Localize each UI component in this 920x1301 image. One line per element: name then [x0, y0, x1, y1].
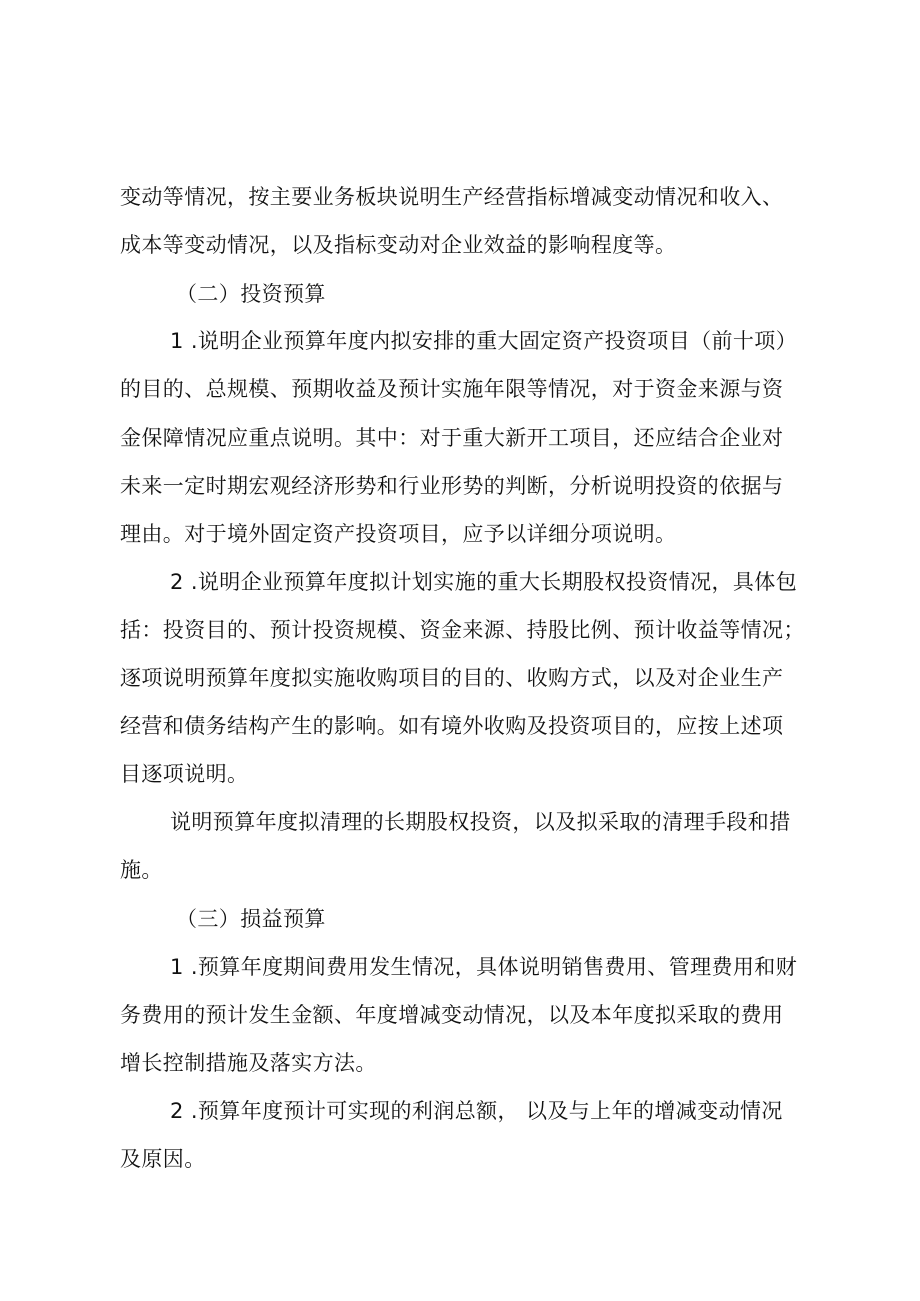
section-heading-profit-loss-budget: （三）损益预算 [176, 907, 326, 931]
profit-item2-line-2: 及原因。 [120, 1147, 206, 1171]
investment-item1-line-3: 金保障情况应重点说明。其中：对于重大新开工项目，还应结合企业对 [120, 426, 784, 450]
investment-para3-line-1: 说明预算年度拟清理的长期股权投资，以及拟采取的清理手段和措 [170, 810, 791, 834]
investment-item1-line-5: 理由。对于境外固定资产投资项目，应予以详细分项说明。 [120, 522, 677, 546]
investment-item1-line-1: 1 .说明企业预算年度内拟安排的重大固定资产投资项目（前十项） [170, 329, 798, 353]
investment-item2-line-2: 括：投资目的、预计投资规模、资金来源、持股比例、预计收益等情况； [120, 618, 805, 642]
profit-item1-line-3: 增长控制措施及落实方法。 [120, 1051, 377, 1075]
investment-item2-line-1: 2 .说明企业预算年度拟计划实施的重大长期股权投资情况，具体包 [170, 570, 798, 594]
section-heading-investment-budget: （二）投资预算 [176, 282, 326, 306]
investment-item2-line-4: 经营和债务结构产生的影响。如有境外收购及投资项目的，应按上述项 [120, 714, 784, 738]
intro-line-2: 成本等变动情况，以及指标变动对企业效益的影响程度等。 [120, 233, 677, 257]
investment-item1-line-2: 的目的、总规模、预期收益及预计实施年限等情况，对于资金来源与资 [120, 377, 784, 401]
investment-item2-line-3: 逐项说明预算年度拟实施收购项目的目的、收购方式，以及对企业生产 [120, 666, 784, 690]
profit-item1-line-1: 1 .预算年度期间费用发生情况，具体说明销售费用、管理费用和财 [170, 955, 798, 979]
profit-item1-line-2: 务费用的预计发生金额、年度增减变动情况，以及本年度拟采取的费用 [120, 1003, 784, 1027]
investment-item1-line-4: 未来一定时期宏观经济形势和行业形势的判断，分析说明投资的依据与 [120, 474, 784, 498]
intro-line-1: 变动等情况，按主要业务板块说明生产经营指标增减变动情况和收入、 [120, 185, 784, 209]
profit-item2-line-1: 2 .预算年度预计可实现的利润总额， 以及与上年的增减变动情况 [170, 1099, 783, 1123]
investment-para3-line-2: 施。 [120, 858, 163, 882]
investment-item2-line-5: 目逐项说明。 [120, 762, 249, 786]
